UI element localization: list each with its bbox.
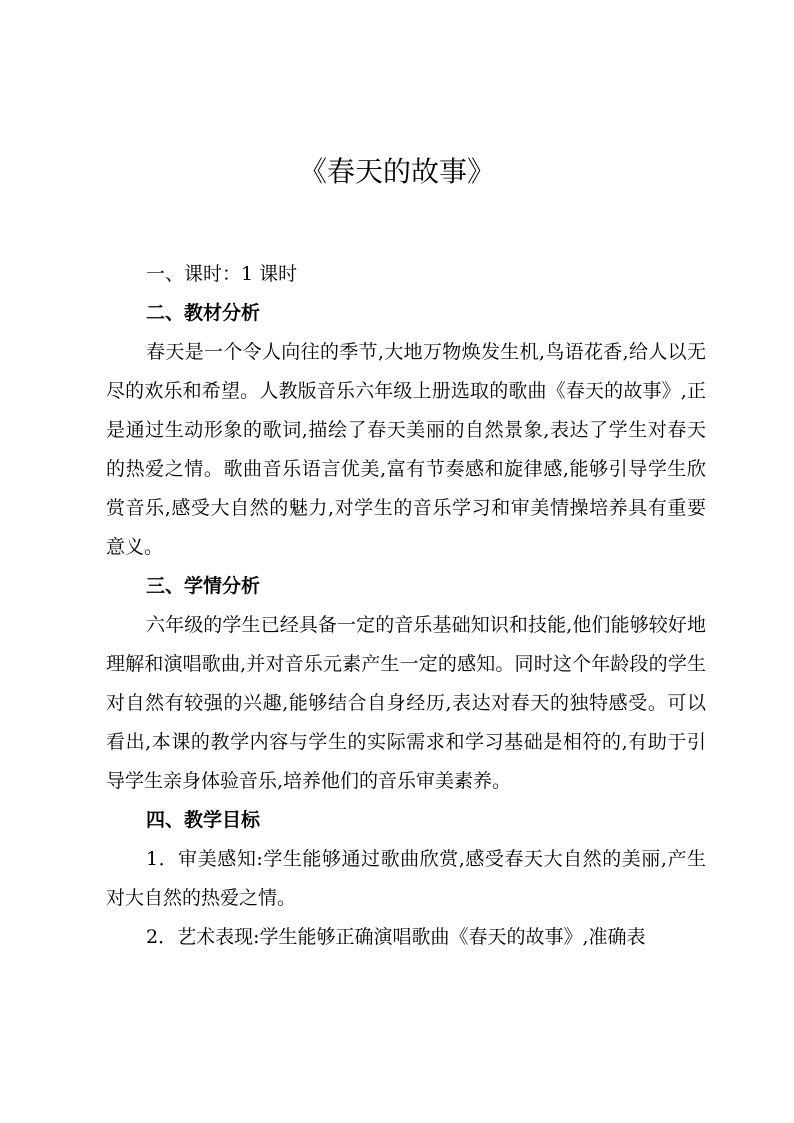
- document-body: [106, 255, 706, 957]
- section-class-hours: 一、课时：1 课时: [146, 263, 298, 285]
- list-item-goal-1: 1．审美感知:学生能够通过歌曲欣赏,感受春天大自然的美丽,产生对大自然的热爱之情。: [106, 848, 706, 909]
- section-heading-teaching-goals: 四、教学目标: [146, 809, 261, 831]
- section-heading-material-analysis: 二、教材分析: [146, 302, 261, 324]
- paragraph-material-analysis: 春天是一个令人向往的季节,大地万物焕发生机,鸟语花香,给人以无尽的欢乐和希望。人教版音乐六年级上册选取的歌曲《春天的故事》,正是通过生动形象的歌词,描绘了春天美丽的自然景象,表达了学生对春天的热爱之情。歌曲音乐语言优美,富有节奏感和旋律感,能够引导学生欣赏音乐,感受大自然的魅力,对学生的音乐学习和审美情操培养具有重要意义。: [106, 341, 706, 558]
- document-title: 《春天的故事》: [298, 155, 495, 188]
- list-item-goal-2: 2．艺术表现:学生能够正确演唱歌曲《春天的故事》,准确表: [146, 926, 646, 948]
- paragraph-student-analysis: 六年级的学生已经具备一定的音乐基础知识和技能,他们能够较好地理解和演唱歌曲,并对音乐元素产生一定的感知。同时这个年龄段的学生对自然有较强的兴趣,能够结合自身经历,表达对春天的独特感受。可以看出,本课的教学内容与学生的实际需求和学习基础是相符的,有助于引导学生亲身体验音乐,培养他们的音乐审美素养。: [106, 614, 706, 792]
- section-heading-student-analysis: 三、学情分析: [146, 575, 261, 597]
